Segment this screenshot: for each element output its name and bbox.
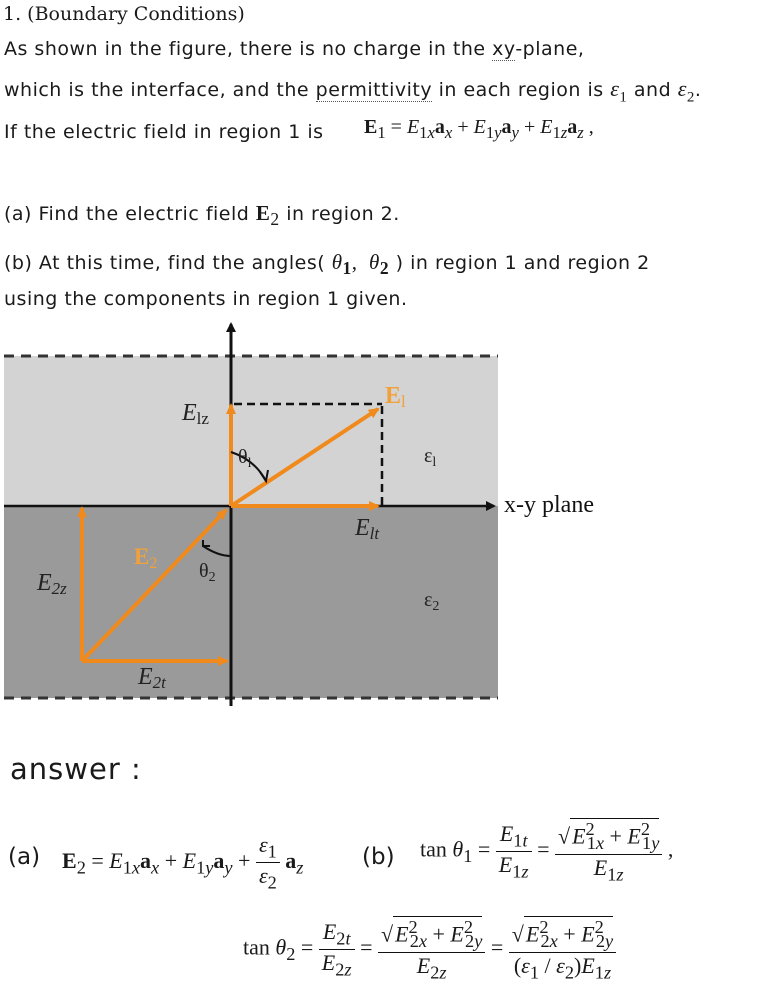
- answer-heading: answer :: [10, 752, 142, 786]
- part-b-question: (b) At this time, find the angles( $\theta_1$, $\theta_2$ ) in region 1 and region 2: [4, 250, 650, 279]
- answer-b-tan-theta1: $\tan \theta_1$ = $\frac{E_{1t}}{E_{1z}}$ = $\frac{√E^2_{1x} + E^2_{1y}}{E_{1z}}$ ,: [420, 819, 674, 885]
- label-eps2: $\varepsilon_2$: [424, 589, 440, 614]
- label-e2: E2: [134, 544, 158, 572]
- boundary-figure: [0, 315, 767, 715]
- region-1: [4, 356, 498, 506]
- label-e1t: Elt: [355, 515, 380, 543]
- answer-b-tan-theta2: $\tan \theta_2$ = $\frac{E_{2t}}{E_{2z}}$ = $\frac{√E^2_{2x} + E^2_{2y}}{E_{2z}}$ = $\frac{√E^2_{2x} + E^2_{2y}}{(\varepsilon_1 / \varepsilon_2)E_{1z}}$: [243, 916, 616, 983]
- problem-line-1: As shown in the figure, there is no charge in the xy-plane,: [4, 38, 585, 60]
- field-e1-equation: $E_1 = E_{1x}a_x + E_{1y}a_y + E_{1z}a_z$ ,: [364, 116, 594, 142]
- part-a-question: (a) Find the electric field $E_2$ in region 2.: [4, 201, 400, 230]
- problem-line-3: If the electric field in region 1 is: [4, 121, 324, 143]
- answer-a-equation: $E_2 = E_{1x}a_x + E_{1y}a_y$ + $\frac{\varepsilon_1}{\varepsilon_2}$ $a_z$: [62, 832, 304, 893]
- label-theta2: $\theta_2$: [199, 560, 216, 585]
- label-e2z: E2z: [37, 570, 67, 598]
- label-e2t: E2t: [138, 664, 166, 692]
- label-eps1: $\varepsilon_l$: [424, 445, 437, 470]
- problem-line-2: which is the interface, and the permittivity in each region is $\varepsilon_1$ and $\varepsilon_2$.: [4, 76, 702, 106]
- answer-b-label: (b): [362, 844, 395, 870]
- label-plane: x-y plane: [504, 492, 594, 518]
- problem-title: 1. (Boundary Conditions): [3, 3, 245, 25]
- label-theta1: $\theta_l$: [238, 446, 252, 471]
- label-e1z: Elz: [182, 400, 209, 428]
- label-e1: El: [385, 383, 406, 411]
- part-b-question-line-2: using the components in region 1 given.: [4, 288, 408, 310]
- answer-a-label: (a): [8, 844, 41, 870]
